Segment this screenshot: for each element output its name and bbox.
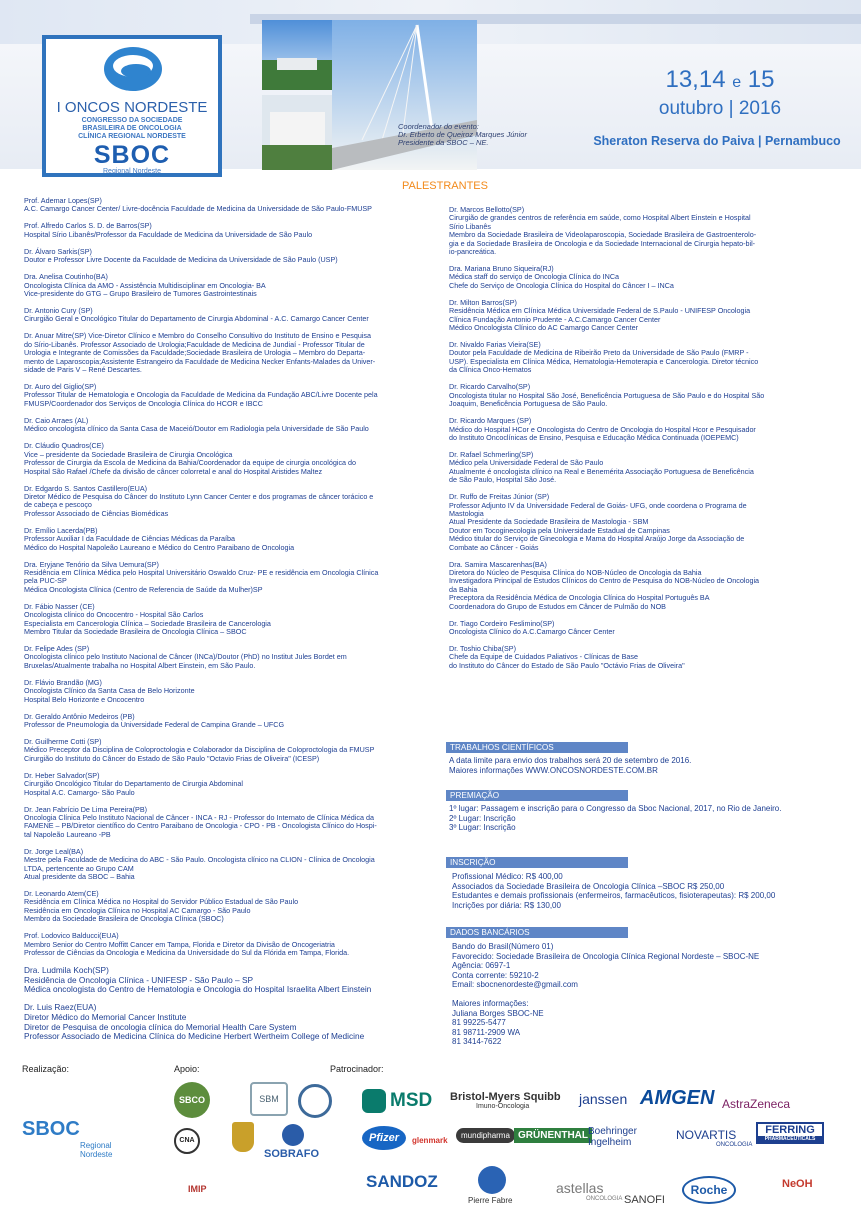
sponsor-roche: Roche <box>682 1176 736 1204</box>
event-month: outubro | 2016 <box>658 98 782 119</box>
speaker-bio-line: Médico Preceptor da Disciplina de Coloproctologia e Colaborador da Disciplina de Coloproctologia da FMUSP <box>24 745 375 755</box>
apoio-logo-sobrafo-mark <box>282 1124 304 1146</box>
speaker-entry <box>24 248 421 265</box>
sponsor-mundipharma: mundipharma <box>456 1128 515 1143</box>
apoio-logo-sbm: SBM <box>250 1082 288 1116</box>
speaker-name: Dr. Geraldo Antônio Medeiros (PB) <box>24 711 135 721</box>
speaker-bio-line: do Instituto Oncoclínicas de Ensino, Pesquisa e Educação Médica Continuada (IOEPEMC) <box>449 432 739 442</box>
section-title-palestrantes: PALESTRANTES <box>402 180 488 192</box>
speaker-bio-line: Joaquim, Beneficência Portuguesa de São Paulo. <box>449 399 608 409</box>
speaker-bio-line: A.C. Camargo Cancer Center/ Livre-docência Faculdade de Medicina da Universidade de São Paulo-FMUSP <box>24 204 372 214</box>
speaker-name: Dr. Flávio Brandão (MG) <box>24 677 102 687</box>
speaker-bio-line: Professor de Ciências da Oncologia e Medicina da Universidade do Sul da Flórida em Tampa, Florida. <box>24 948 350 958</box>
speaker-bio-line: da Clínica Onco-Hematos <box>449 365 532 375</box>
speaker-name: Dra. Ludmila Koch(SP) <box>24 965 109 976</box>
speaker-entry <box>24 485 421 519</box>
realizacao-logo <box>22 1118 142 1158</box>
speaker-bio-line: Preceptora da Residência Médica de Oncologia Clínica do Hospital Português BA <box>449 593 710 603</box>
speaker-bio-line: Diretor Médico do Memorial Cancer Institute <box>24 1012 187 1023</box>
speaker-bio-line: Oncologia Clínica Pelo Instituto Nacional de Câncer - INCA - RJ - Professor do Internato de Clínica Médica da <box>24 813 374 823</box>
premiacao-body: 1º lugar: Passagem e inscrição para o Congresso da Sboc Nacional, 2017, no Rio de Janeiro. 2º Lugar: Inscrição 3º Lugar: Inscrição <box>449 804 782 833</box>
speaker-name: Dr. Caio Arraes (AL) <box>24 415 89 425</box>
speaker-bio-line: Professor Titular de Hematologia e Oncologia da Faculdade de Medicina da Fundação ABC/Livre Docente pela <box>24 390 378 400</box>
speaker-bio-line: Médico oncologista clínico da Santa Casa de Maceió/Doutor em Radiologia pela Universidade de São Paulo <box>24 424 369 434</box>
speaker-bio-line: Médica staff do serviço de Oncologia Clínica do INCa <box>449 272 620 282</box>
speakers-left-column <box>24 197 421 1050</box>
speaker-name: Dr. Anuar Mitre(SP) Vice-Diretor Clínico e Membro do Conselho Consultivo do Instituto de Ensino e Pesquisa <box>24 331 372 341</box>
sponsor-glenmark: glenmark <box>412 1136 448 1145</box>
apoio-label: Apoio: <box>174 1064 200 1074</box>
sponsor-grunenthal: GRÜNENTHAL <box>514 1128 592 1143</box>
speaker-bio-line: do Instituto do Câncer do Estado de São Paulo "Octávio Frias de Oliveira" <box>449 660 685 670</box>
speaker-bio-line: Professor Adjunto IV da Universidade Federal de Goiás- UFG, onde coordena o Programa de <box>449 500 747 510</box>
speaker-entry <box>24 890 421 924</box>
premiacao-header: PREMIAÇÃO <box>446 790 628 801</box>
speaker-bio-line: Hospital A.C. Camargo- São Paulo <box>24 787 135 797</box>
speaker-bio-line: Residência Médica em Clínica Médica Universidade Federal de S.Paulo - UNIFESP Oncologia <box>449 306 751 316</box>
speaker-bio-line: Chefe da Equipe de Cuidados Paliativos - Clínicas de Base <box>449 652 638 662</box>
trabalhos-header: TRABALHOS CIENTÍFICOS <box>446 742 628 753</box>
congress-name: CONGRESSO DA SOCIEDADE BRASILEIRA DE ONCOLOGIA CLÍNICA REGIONAL NORDESTE <box>78 117 186 140</box>
sponsor-pierre-fabre-mark <box>478 1166 506 1194</box>
speaker-entry <box>24 561 421 595</box>
speaker-bio-line: Médico pela Universidade Federal de São Paulo <box>449 458 604 468</box>
event-logo <box>42 35 222 177</box>
speaker-bio-line: Médica oncologista do Centro de Hematologia e Oncologia do Hospital Israelita Albert Einstein <box>24 984 372 995</box>
speaker-entry <box>24 273 421 298</box>
speaker-bio-line: Combate ao Câncer - Goiás <box>449 542 539 552</box>
speaker-bio-line: Doutor em Tocoginecologia pela Universidade Estadual de Campinas <box>449 525 670 535</box>
realizacao-regional: Regional Nordeste <box>80 1141 113 1159</box>
sponsor-janssen: janssen <box>579 1091 628 1107</box>
speaker-entry <box>24 738 421 763</box>
speaker-entry <box>449 451 839 485</box>
speaker-entry <box>24 848 421 882</box>
event-dates: 13,14 e 15 <box>665 66 775 93</box>
speaker-name: Prof. Alfredo Carlos S. D. de Barros(SP) <box>24 221 152 231</box>
speaker-entry <box>24 679 421 704</box>
apoio-logo-imip: IMIP <box>188 1184 207 1194</box>
speaker-name: Dra. Mariana Bruno Siqueira(RJ) <box>449 264 554 274</box>
speaker-entry <box>449 645 839 670</box>
speaker-entry <box>24 383 421 408</box>
speaker-bio-line: gia e da Sociedade Brasileira de Oncologia e da Sociedade Internacional de Cirurgia hepato-bil- <box>449 238 756 248</box>
speaker-name: Dr. Nivaldo Farias Vieira(SE) <box>449 340 541 350</box>
speaker-entry <box>449 561 839 611</box>
speaker-entry <box>24 966 421 995</box>
realizacao-label: Realização: <box>22 1064 70 1074</box>
sponsor-bms: Bristol-Myers Squibb Imuno-Oncologia <box>450 1091 561 1110</box>
event-name: I ONCOS NORDESTE <box>56 99 208 116</box>
speaker-bio-line: Mastologia <box>449 508 484 518</box>
speaker-bio-line: Diretor Médico de Pesquisa do Câncer do Instituto Lynn Cancer Center e dos programas de câncer torácico e <box>24 491 374 501</box>
speaker-name: Prof. Lodovico Balducci(EUA) <box>24 931 119 941</box>
speaker-entry <box>449 299 839 333</box>
speaker-name: Dr. Jean Fabrício De Lima Pereira(PB) <box>24 804 148 814</box>
venue-photo-collage <box>262 20 477 170</box>
speaker-bio-line: Residência em Oncologia Clínica no Hospital AC Camargo - São Paulo <box>24 905 251 915</box>
speaker-bio-line: Membro Titular da Sociedade Brasileira de Oncologia Clínica – SBOC <box>24 626 247 636</box>
sponsor-astellas: astellas ONCOLOGIA <box>556 1180 623 1202</box>
speaker-bio-line: Professor Associado de Medicina Clínica do Medicine Herbert Wertheim College of Medicine <box>24 1031 365 1042</box>
speaker-bio-line: Professor Auxiliar I da Faculdade de Ciências Médicas da Paraíba <box>24 534 235 544</box>
speaker-bio-line: Hospital Sírio Libanês/Professor da Faculdade de Medicina da Universidade de São Paulo <box>24 229 313 239</box>
speaker-bio-line: Atual presidente da SBOC – Bahia <box>24 872 135 882</box>
speaker-bio-line: Cirurgião do Instituto do Câncer do Estado de São Paulo "Octavio Frias de Oliveira" (ICESP) <box>24 753 320 763</box>
speaker-bio-line: Residência em Clínica Médica pelo Hospital Universitário Oswaldo Cruz- PE e residência em Oncologia Clínica <box>24 567 379 577</box>
speaker-entry <box>24 932 421 957</box>
speaker-bio-line: io-pancreática. <box>449 247 497 257</box>
speaker-bio-line: Vice – presidente da Sociedade Brasileira de Cirurgia Oncológica <box>24 449 233 459</box>
speaker-bio-line: FAMENE – PB/Diretor científico do Centro Paraibano de Oncologia - CPO - PB - Oncologista Clínico do Hospi- <box>24 821 377 831</box>
speaker-name: Dra. Anelisa Coutinho(BA) <box>24 272 108 282</box>
speaker-bio-line: Professor de Cirurgia da Escola de Medicina da Bahia/Coordenador da equipe de cirurgia oncológica do <box>24 458 357 468</box>
speaker-name: Dr. Cláudio Quadros(CE) <box>24 441 104 451</box>
realizacao-sboc: SBOC <box>22 1118 80 1140</box>
speaker-entry <box>449 493 839 552</box>
speaker-bio-line: Professor Associado de Ciências Biomédicas <box>24 508 169 518</box>
speaker-name: Dr. Edgardo S. Santos Castillero(EUA) <box>24 483 148 493</box>
speaker-bio-line: FMUSP/Coordenador dos Serviços de Oncologia Clínica do HCOR e IBCC <box>24 398 263 408</box>
speaker-entry <box>24 645 421 670</box>
speaker-name: Dr. Tiago Cordeiro Feslimino(SP) <box>449 618 555 628</box>
speaker-entry <box>24 527 421 552</box>
speaker-entry <box>24 442 421 476</box>
apoio-logo-sbco: SBCO <box>174 1082 210 1118</box>
sponsor-novartis: NOVARTIS ONCOLOGIA <box>676 1128 753 1148</box>
speaker-bio-line: Coordenadora do Grupo de Estudos em Câncer de Pulmão do NOB <box>449 601 666 611</box>
speaker-bio-line: Vice-presidente do GTG – Grupo Brasileiro de Tumores Gastrointestinais <box>24 289 257 299</box>
speaker-bio-line: sidade de Paris V – René Descartes. <box>24 365 142 375</box>
speaker-bio-line: Residência de Oncologia Clínica - UNIFESP - São Paulo – SP <box>24 974 254 985</box>
speaker-bio-line: de São Paulo, Hospital São José. <box>449 475 557 485</box>
bancarios-body: Bando do Brasil(Número 01) Favorecido: Sociedade Brasileira de Oncologia Clínica Regional Nordeste – SBOC-NE Agência: 0697-1 Conta corrente: 59210-2 Email: sbocnenordeste@gmail.com Maiores informações: Juliana Borges SBOC-NE 81 99225-5477 81 98711-2909 WA 81 3414-7622 <box>452 942 760 1047</box>
speaker-bio-line: Médica Oncologista Clínica (Centro de Referencia de Saúde da Mulher)SP <box>24 584 263 594</box>
speaker-name: Dr. Toshio Chiba(SP) <box>449 644 516 653</box>
speaker-bio-line: Oncologista titular no Hospital São José, Beneficência Portuguesa de São Paulo e do Hospital São <box>449 390 765 400</box>
inscricao-body: Profissional Médico: R$ 400,00 Associados da Sociedade Brasileira de Oncologia Clínica –SBOC R$ 250,00 Estudantes e demais profissionais (enfermeiros, farmacêuticos, fisioterapeutas): R$ 200,00 Incrições por diária: R$ 130,00 <box>452 872 776 910</box>
speaker-bio-line: Cirurgião Oncológico Titular do Departamento de Cirurgia Abdominal <box>24 779 243 789</box>
speaker-bio-line: Membro da Sociedade Brasileira de Oncologia Clínica (SBOC) <box>24 914 224 924</box>
sponsor-pfizer: Pfizer <box>362 1126 406 1150</box>
speaker-entry <box>449 417 839 442</box>
speaker-bio-line: Diretora do Núcleo de Pesquisa Clínica do NOB-Núcleo de Oncologia da Bahia <box>449 567 702 577</box>
patrocinador-label: Patrocinador: <box>330 1064 384 1074</box>
speaker-bio-line: Atual Presidente da Sociedade Brasileira de Mastologia - SBM <box>449 517 649 527</box>
speaker-entry <box>24 197 421 214</box>
speaker-name: Dr. Marcos Bellotto(SP) <box>449 205 525 214</box>
speaker-bio-line: LTDA, pertencente ao Grupo CAM <box>24 863 134 873</box>
speaker-bio-line: Oncologista Clínica da AMO - Assistência Multidisciplinar em Oncologia- BA <box>24 280 266 290</box>
speaker-bio-line: Oncologista Clínico da Santa Casa de Belo Horizonte <box>24 686 195 696</box>
apoio-logo-seal <box>298 1084 332 1118</box>
speaker-bio-line: de cabeça e pescoço <box>24 500 92 510</box>
speaker-entry <box>24 307 421 324</box>
speaker-name: Dr. Rafael Schmerling(SP) <box>449 449 534 459</box>
speaker-name: Dra. Eryjane Tenório da Silva Uemura(SP) <box>24 559 159 569</box>
speaker-bio-line: Cirurgião de grandes centros de referência em saúde, como Hospital Albert Einstein e Hospital <box>449 213 751 223</box>
speaker-bio-line: USP). Especialista em Clínica Médica, Hematologia-Hemoterapia e Cancerologia. Diretor técnico <box>449 356 759 366</box>
speaker-bio-line: Diretor de Pesquisa de oncologia clínica do Memorial Health Care System <box>24 1021 297 1032</box>
speaker-bio-line: Professor de Pneumologia da Universidade Federal de Campina Grande – UFCG <box>24 720 285 729</box>
speaker-bio-line: Bruxelas/Atualmente trabalha no Hospital Albert Einstein, em São Paulo. <box>24 660 256 670</box>
speaker-entry <box>24 772 421 797</box>
speaker-name: Dr. Jorge Leal(BA) <box>24 846 84 856</box>
speaker-bio-line: Médico do Hospital Napoleão Laureano e Médico do Centro Paraibano de Oncologia <box>24 542 295 552</box>
speaker-name: Dr. Heber Salvador(SP) <box>24 770 100 780</box>
speaker-bio-line: Especialista em Cancerologia Clínica – Sociedade Brasileira de Cancerologia <box>24 618 271 628</box>
speaker-name: Dr. Luis Raez(EUA) <box>24 1002 97 1013</box>
speaker-name: Dr. Antonio Cury (SP) <box>24 306 93 316</box>
speaker-bio-line: Médico titular do Serviço de Ginecologia e Mama do Hospital Araújo Jorge da Associação de <box>449 534 745 544</box>
speaker-bio-line: Sírio Libanês <box>449 221 491 231</box>
speaker-name: Dr. Fábio Nasser (CE) <box>24 601 95 611</box>
sboc-regional: Regional Nordeste <box>103 168 161 175</box>
speaker-bio-line: mento de Laparoscopia;Assistente Estrangeiro da Faculdade de Medicina Necker Enfants-Malades da Univer- <box>24 356 376 366</box>
speaker-entry <box>449 620 839 637</box>
apoio-logo-cna: CNA <box>174 1128 200 1154</box>
speaker-entry <box>24 713 421 730</box>
speaker-name: Dr. Milton Barros(SP) <box>449 297 517 307</box>
speaker-bio-line: da Bahia <box>449 584 478 594</box>
speaker-bio-line: Doutor e Professor Livre Docente da Faculdade de Medicina da Universidade de São Paulo (USP) <box>24 255 338 265</box>
sponsor-pierre-fabre: Pierre Fabre <box>468 1196 513 1205</box>
apoio-logo-sobrafo: SOBRAFO <box>264 1148 319 1160</box>
speaker-bio-line: tal Napoleão Laureano -PB <box>24 829 111 839</box>
sponsor-sanofi: SANOFI <box>624 1194 665 1206</box>
inscricao-header: INSCRIÇÃO <box>446 857 628 868</box>
speaker-entry <box>449 341 839 375</box>
speaker-bio-line: Oncologista clínico do Oncocentro - Hospital São Carlos <box>24 610 204 620</box>
speaker-bio-line: Membro da Sociedade Brasileira de Videolaparoscopia, Sociedade Brasileira de Gastroenterolo- <box>449 230 757 240</box>
sponsor-ferring: FERRING PHARMACEUTICALS <box>756 1122 824 1144</box>
sponsor-sandoz: SANDOZ <box>366 1172 438 1191</box>
speaker-name: Prof. Ademar Lopes(SP) <box>24 196 102 205</box>
speaker-name: Dr. Felipe Ades (SP) <box>24 643 90 653</box>
event-coordinator: Coordenador do evento: Dr. Erberto de Queiroz Marques Júnior Presidente da SBOC – NE. <box>398 122 527 147</box>
speaker-name: Dr. Emílio Lacerda(PB) <box>24 525 98 535</box>
speaker-bio-line: Hospital Belo Horizonte e Oncocentro <box>24 694 145 704</box>
speaker-bio-line: Clínica Fundação Antonio Prudente - A.C.Camargo Cancer Center <box>449 314 661 324</box>
speaker-bio-line: Urologia e Integrante de Comissões da Faculdade;Sociedade Brasileira de Urologia – Membro do Departa- <box>24 348 366 358</box>
sponsor-msd: MSD <box>362 1089 432 1113</box>
bancarios-header: DADOS BANCÁRIOS <box>446 927 628 938</box>
speaker-entry <box>24 417 421 434</box>
sponsor-neoh: NeOH <box>782 1178 813 1190</box>
sboc-swirl-icon <box>102 45 164 93</box>
speaker-bio-line: do Sírio-Libanês. Professor Associado de Urologia;Faculdade de Medicina de Jundiaí - Professor Titular de <box>24 339 365 349</box>
sponsor-astrazeneca: AstraZeneca <box>722 1097 791 1111</box>
speaker-entry <box>449 206 839 256</box>
speaker-bio-line: Residência em Clínica Médica no Hospital do Servidor Público Estadual de São Paulo <box>24 897 299 907</box>
speaker-bio-line: Investigadora Principal de Estudos Clínicos do Centro de Pesquisa do NOB-Núcleo de Oncologia <box>449 576 760 586</box>
speaker-bio-line: Membro Senior do Centro Moffitt Cancer em Tampa, Florida e Diretor da Divisão de Oncogeriatria <box>24 939 335 949</box>
sponsor-boehringer: Boehringer Ingelheim <box>588 1126 637 1148</box>
trabalhos-body: A data limite para envio dos trabalhos será 20 de setembro de 2016. Maiores informações WWW.ONCOSNORDESTE.COM.BR <box>449 756 692 775</box>
speaker-entry <box>449 383 839 408</box>
speaker-bio-line: Oncologista clínico pelo Instituto Nacional de Câncer (INCa)/Doutor (PhD) no Institut Jules Bordet em <box>24 652 347 662</box>
speaker-name: Dr. Ricardo Marques (SP) <box>449 416 532 426</box>
speaker-bio-line: pela PUC-SP <box>24 576 67 586</box>
speaker-bio-line: Chefe do Serviço de Oncologia Clínica do Hospital do Câncer I – INCa <box>449 280 674 290</box>
sboc-wordmark: SBOC <box>93 141 171 169</box>
speaker-bio-line: Médico do Hospital HCor e Oncologista do Centro de Oncologia do Hospital Hcor e Pesquisador <box>449 424 756 434</box>
speaker-name: Dr. Auro del Giglio(SP) <box>24 382 97 392</box>
speaker-name: Dr. Guilherme Cotti (SP) <box>24 737 102 746</box>
speakers-right-column <box>449 206 839 679</box>
speaker-bio-line: Hospital São Rafael /Chefe da divisão de câncer colorretal e anal do Hospital Aristides Maltez <box>24 466 323 476</box>
speaker-name: Dra. Samira Mascarenhas(BA) <box>449 559 547 569</box>
speaker-name: Dr. Álvaro Sarkis(SP) <box>24 246 92 256</box>
speaker-bio-line: Cirurgião Geral e Oncológico Titular do Departamento de Cirurgia Abdominal - A.C. Camargo Cancer Center <box>24 314 369 324</box>
speaker-entry <box>24 806 421 840</box>
speaker-name: Dr. Ricardo Carvalho(SP) <box>449 382 531 392</box>
speaker-name: Dr. Leonardo Atem(CE) <box>24 889 99 899</box>
apoio-logo-shield <box>232 1122 254 1152</box>
sponsor-amgen: AMGEN <box>640 1087 715 1109</box>
speaker-bio-line: Doutor pela Faculdade de Medicina de Ribeirão Preto da Universidade de São Paulo (FMRP - <box>449 348 749 358</box>
speaker-bio-line: Oncologista Clínico do A.C.Camargo Câncer Center <box>449 627 615 636</box>
speaker-entry <box>24 222 421 239</box>
speaker-bio-line: Mestre pela Faculdade de Medicina do ABC - São Paulo. Oncologista clínico na CLION - Clínica de Oncologia <box>24 855 375 865</box>
speaker-name: Dr. Ruffo de Freitas Júnior (SP) <box>449 492 550 502</box>
speaker-entry <box>24 1003 421 1041</box>
speaker-bio-line: Atualmente é oncologista clínico na Real e Benemérita Associação Portuguesa de Beneficência <box>449 466 754 476</box>
speaker-bio-line: Médico Oncologista Clínico do AC Camargo Cancer Center <box>449 323 638 333</box>
speaker-entry <box>449 265 839 290</box>
event-venue: Sheraton Reserva do Paiva | Pernambuco <box>593 134 841 148</box>
speaker-entry <box>24 332 421 374</box>
speaker-entry <box>24 603 421 637</box>
